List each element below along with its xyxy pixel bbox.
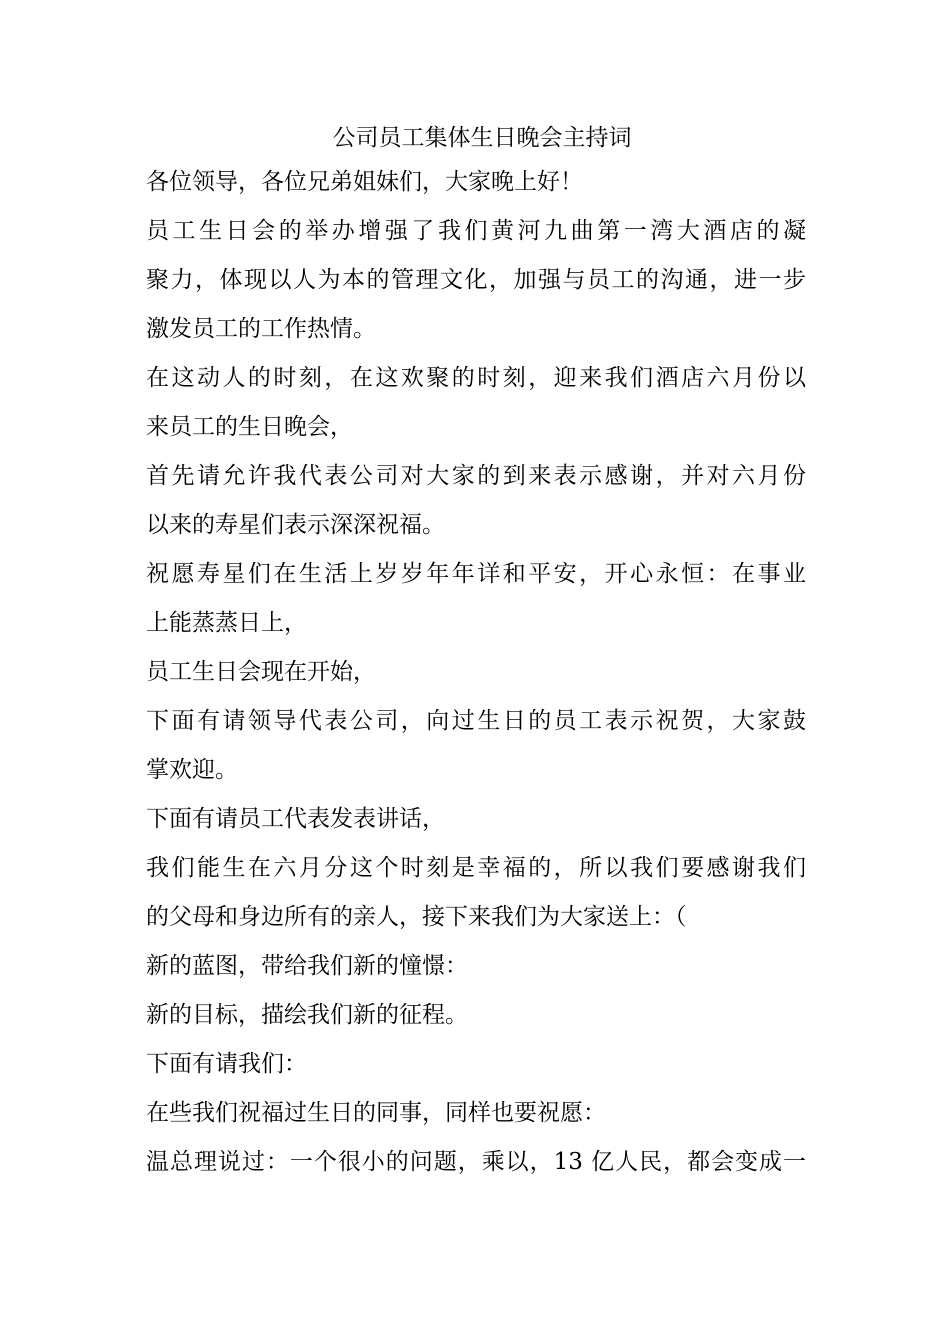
paragraph-line: 激发员工的工作热情。 <box>146 316 376 342</box>
paragraph-line: 我们能生在六月分这个时刻是幸福的，所以我们要感谢我们 <box>146 855 806 881</box>
paragraph-line: 上能蒸蒸日上， <box>146 610 307 636</box>
paragraph-line: 下面有请领导代表公司，向过生日的员工表示祝贺，大家鼓 <box>146 708 806 734</box>
paragraph-line: 的父母和身边所有的亲人，接下来我们为大家送上：（ <box>146 904 687 930</box>
paragraph-line: 祝愿寿星们在生活上岁岁年年详和平安，开心永恒：在事业 <box>146 561 806 587</box>
paragraph-line: 员工生日会的举办增强了我们黄河九曲第一湾大酒店的凝 <box>146 218 806 244</box>
paragraph-line: 来员工的生日晚会， <box>146 414 353 440</box>
paragraph-line: 下面有请我们： <box>146 1051 307 1077</box>
document-page <box>146 118 806 1187</box>
paragraph-line: 新的蓝图，带给我们新的憧憬： <box>146 953 468 979</box>
paragraph-line: 各位领导，各位兄弟姐妹们，大家晚上好！ <box>146 169 583 195</box>
paragraph-line: 聚力，体现以人为本的管理文化，加强与员工的沟通，进一步 <box>146 267 806 293</box>
paragraph-line: 掌欢迎。 <box>146 757 238 783</box>
paragraph-line: 新的目标，描绘我们新的征程。 <box>146 1002 468 1028</box>
paragraph-line: 以来的寿星们表示深深祝福。 <box>146 512 445 538</box>
paragraph-line: 在些我们祝福过生日的同事，同样也要祝愿： <box>146 1100 606 1126</box>
paragraph-line: 员工生日会现在开始， <box>146 659 376 685</box>
paragraph-line: 温总理说过：一个很小的问题，乘以，13 亿人民，都会变成一 <box>146 1149 806 1175</box>
paragraph-line: 下面有请员工代表发表讲话， <box>146 806 445 832</box>
paragraph-line: 首先请允许我代表公司对大家的到来表示感谢，并对六月份 <box>146 463 806 489</box>
paragraph-line: 在这动人的时刻，在这欢聚的时刻，迎来我们酒店六月份以 <box>146 365 806 391</box>
document-title: 公司员工集体生日晚会主持词 <box>332 125 632 151</box>
